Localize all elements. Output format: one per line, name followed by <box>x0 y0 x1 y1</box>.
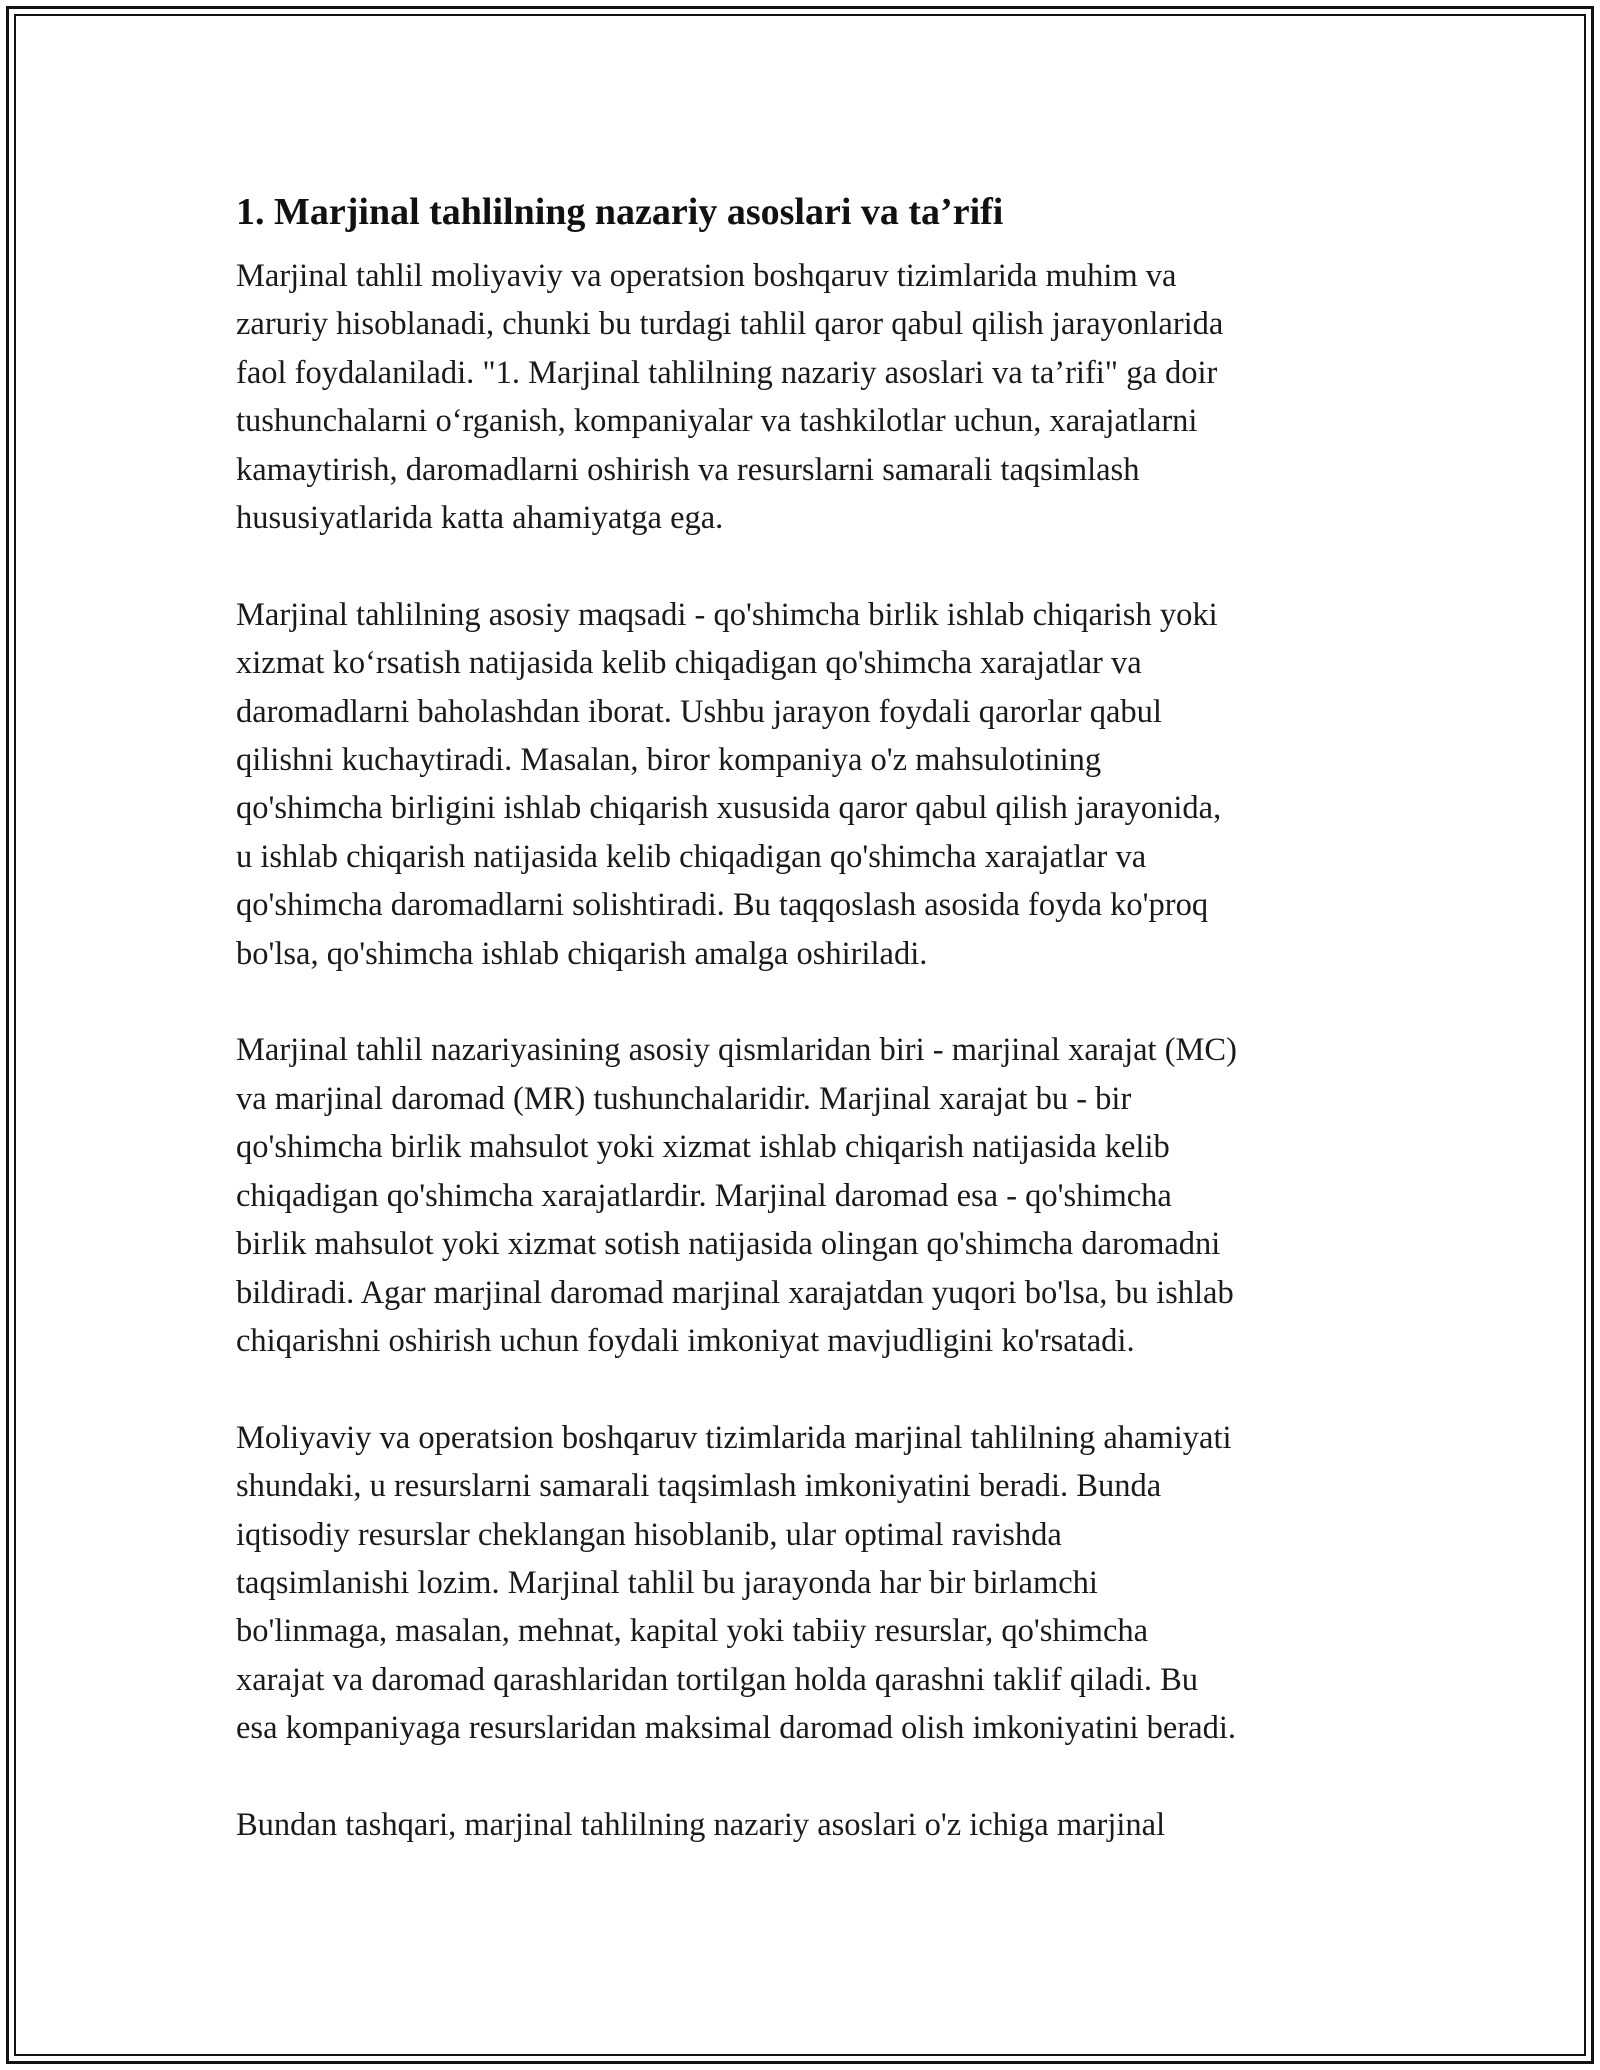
paragraph-2: Marjinal tahlilning asosiy maqsadi - qo'shimcha birlik ishlab chiqarish yoki xizmat ko‘rsatish natijasida kelib chiqadigan qo'shimcha xarajatlar va daromadlarni baholashdan iborat. Ushbu jarayon foydali qarorlar qabul qilishni kuchaytiradi. Masalan, biror kompaniya o'z mahsulotining qo'shimcha birligini ishlab chiqarish xususida qaror qabul qilish jarayonida, u ishlab chiqarish natijasida kelib chiqadigan qo'shimcha xarajatlar va qo'shimcha daromadlarni solishtiradi. Bu taqqoslash asosida foyda ko'proq bo'lsa, qo'shimcha ishlab chiqarish amalga oshiriladi. <box>236 596 1222 972</box>
section-heading: 1. Marjinal tahlilning nazariy asoslari va ta’rifi <box>236 191 1004 233</box>
document-body <box>236 186 1376 1898</box>
paragraph-1: Marjinal tahlil moliyaviy va operatsion boshqaruv tizimlarida muhim va zaruriy hisoblanadi, chunki bu turdagi tahlil qaror qabul qilish jarayonlarida faol foydalaniladi. "1. Marjinal tahlilning nazariy asoslari va ta’rifi" ga doir tushunchalarni o‘rganish, kompaniyalar va tashkilotlar uchun, xarajatlarni kamaytirish, daromadlarni oshirish va resurslarni samarali taqsimlash hususiyatlarida katta ahamiyatga ega. <box>236 258 1224 537</box>
paragraph-5: Bundan tashqari, marjinal tahlilning nazariy asoslari o'z ichiga marjinal <box>236 1806 1166 1843</box>
paragraph-4: Moliyaviy va operatsion boshqaruv tizimlarida marjinal tahlilning ahamiyati shundaki, u resurslarni samarali taqsimlash imkoniyatini beradi. Bunda iqtisodiy resurslar cheklangan hisoblanib, ular optimal ravishda taqsimlanishi lozim. Marjinal tahlil bu jarayonda har bir birlamchi bo'linmaga, masalan, mehnat, kapital yoki tabiiy resurslar, qo'shimcha xarajat va daromad qarashlaridan tortilgan holda qarashni taklif qiladi. Bu esa kompaniyaga resurslaridan maksimal daromad olish imkoniyatini beradi. <box>236 1419 1237 1747</box>
paragraph-3: Marjinal tahlil nazariyasining asosiy qismlaridan biri - marjinal xarajat (MC) va marjinal daromad (MR) tushunchalaridir. Marjinal xarajat bu - bir qo'shimcha birlik mahsulot yoki xizmat ishlab chiqarish natijasida kelib chiqadigan qo'shimcha xarajatlardir. Marjinal daromad esa - qo'shimcha birlik mahsulot yoki xizmat sotish natijasida olingan qo'shimcha daromadni bildiradi. Agar marjinal daromad marjinal xarajatdan yuqori bo'lsa, bu ishlab chiqarishni oshirish uchun foydali imkoniyat mavjudligini ko'rsatadi. <box>236 1032 1237 1359</box>
